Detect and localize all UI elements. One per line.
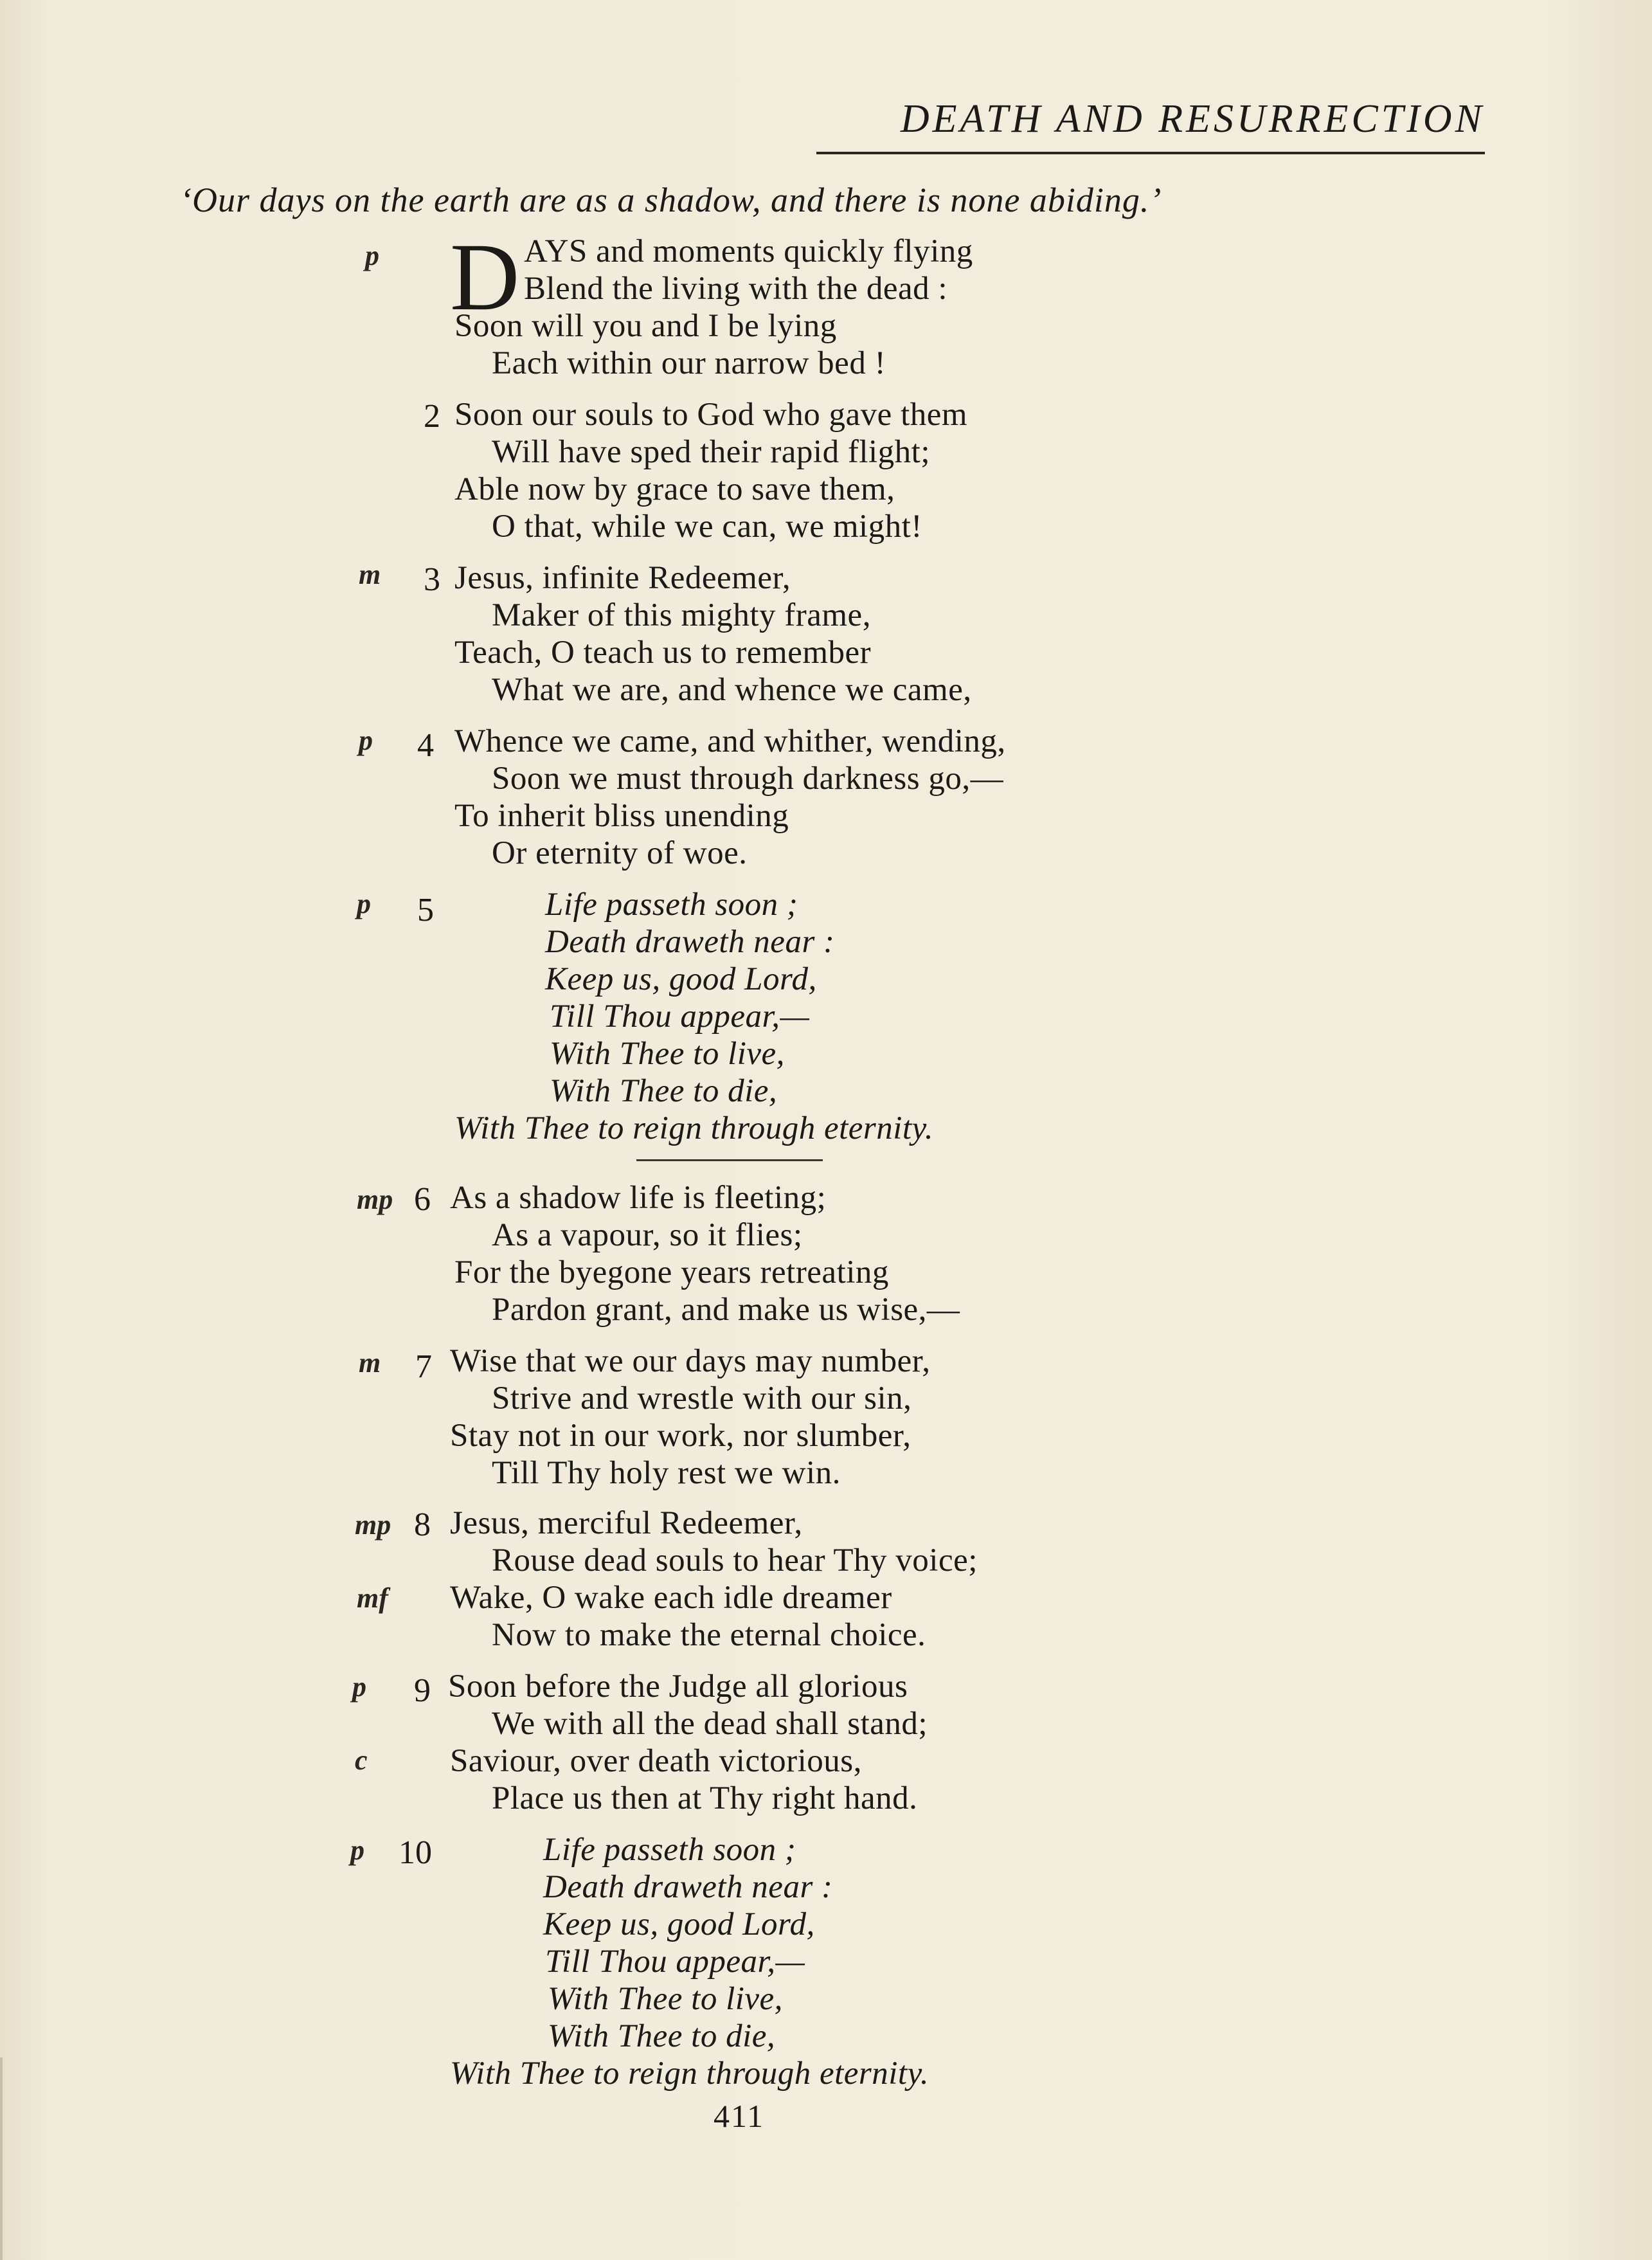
section-divider — [636, 1159, 823, 1161]
refrain-line: With Thee to live, — [548, 1981, 783, 2017]
epigraph: ‘Our days on the earth are as a shadow, and there is none abiding.’ — [180, 181, 1162, 219]
verse-line: Able now by grace to save them, — [454, 471, 895, 507]
verse-number: 7 — [415, 1348, 432, 1385]
running-head: DEATH AND RESURRECTION — [900, 97, 1485, 141]
refrain-line: Till Thou appear,— — [545, 1944, 805, 1980]
page-number: 411 — [714, 2098, 765, 2134]
refrain-line: Life passeth soon ; — [543, 1832, 796, 1868]
dynamic-mark: m — [359, 1347, 381, 1379]
page-edge — [0, 2057, 3, 2260]
dynamic-mark: p — [359, 725, 373, 756]
dynamic-mark: mp — [355, 1509, 391, 1541]
verse-line: To inherit bliss unending — [454, 798, 789, 834]
refrain-line: Life passeth soon ; — [545, 887, 798, 923]
refrain-line: Keep us, good Lord, — [545, 961, 817, 997]
verse-number: 8 — [414, 1506, 431, 1543]
verse-line: What we are, and whence we came, — [492, 672, 972, 708]
refrain-line: With Thee to reign through eternity. — [454, 1110, 934, 1146]
drop-cap: D — [450, 224, 520, 330]
refrain-line: Keep us, good Lord, — [543, 1906, 815, 1942]
verse-line: Jesus, merciful Redeemer, — [450, 1505, 803, 1541]
verse-number: 10 — [399, 1834, 432, 1871]
verse-line: Soon our souls to God who gave them — [454, 397, 968, 433]
dynamic-mark: c — [355, 1744, 368, 1776]
refrain-line: With Thee to die, — [548, 2018, 776, 2054]
verse-line: O that, while we can, we might! — [492, 509, 922, 545]
verse-line: For the byegone years retreating — [454, 1254, 889, 1290]
verse-line: Whence we came, and whither, wending, — [454, 723, 1006, 759]
verse-line: Will have sped their rapid flight; — [492, 434, 931, 470]
verse-line: Stay not in our work, nor slumber, — [450, 1418, 911, 1454]
verse-number: 6 — [414, 1181, 431, 1218]
verse-line: As a vapour, so it flies; — [492, 1217, 803, 1253]
verse-line: AYS and moments quickly flying — [524, 233, 973, 269]
refrain-line: Death draweth near : — [545, 924, 835, 960]
refrain-line: With Thee to reign through eternity. — [450, 2056, 929, 2092]
verse-line: Rouse dead souls to hear Thy voice; — [492, 1542, 978, 1578]
verse-line: Strive and wrestle with our sin, — [492, 1380, 912, 1416]
verse-line: Teach, O teach us to remember — [454, 635, 872, 671]
verse-line: Each within our narrow bed ! — [492, 345, 886, 381]
verse-line: Jesus, infinite Redeemer, — [454, 560, 791, 596]
refrain-line: Till Thou appear,— — [550, 999, 810, 1035]
refrain-line: With Thee to live, — [550, 1036, 785, 1072]
dynamic-mark: p — [352, 1671, 366, 1703]
verse-line: Soon we must through darkness go,— — [492, 761, 1004, 797]
dynamic-mark: mp — [357, 1184, 393, 1215]
verse-number: 4 — [417, 727, 434, 764]
verse-line: As a shadow life is fleeting; — [450, 1180, 827, 1216]
verse-line: Soon will you and I be lying — [454, 308, 837, 344]
verse-line: Soon before the Judge all glorious — [448, 1668, 908, 1704]
verse-line: Maker of this mighty frame, — [492, 597, 871, 633]
verse-number: 9 — [414, 1672, 431, 1709]
dynamic-mark: p — [357, 888, 371, 919]
dynamic-mark: m — [359, 559, 381, 590]
dynamic-mark: p — [365, 240, 379, 271]
verse-line: Till Thy holy rest we win. — [492, 1455, 841, 1491]
dynamic-mark: p — [350, 1834, 364, 1866]
verse-number: 3 — [424, 561, 440, 598]
verse-line: Wake, O wake each idle dreamer — [450, 1580, 892, 1616]
verse-line: Or eternity of woe. — [492, 835, 748, 871]
verse-line: Blend the living with the dead : — [524, 271, 948, 307]
verse-line: Place us then at Thy right hand. — [492, 1780, 918, 1816]
refrain-line: With Thee to die, — [550, 1073, 778, 1109]
verse-line: Saviour, over death victorious, — [450, 1743, 862, 1779]
refrain-line: Death draweth near : — [543, 1869, 833, 1905]
verse-line: Pardon grant, and make us wise,— — [492, 1292, 960, 1328]
header-rule — [816, 152, 1485, 154]
verse-line: Now to make the eternal choice. — [492, 1617, 926, 1653]
verse-line: Wise that we our days may number, — [450, 1343, 931, 1379]
dynamic-mark: mf — [357, 1582, 388, 1614]
verse-number: 5 — [417, 892, 434, 928]
verse-number: 2 — [424, 398, 440, 435]
verse-line: We with all the dead shall stand; — [492, 1706, 928, 1742]
